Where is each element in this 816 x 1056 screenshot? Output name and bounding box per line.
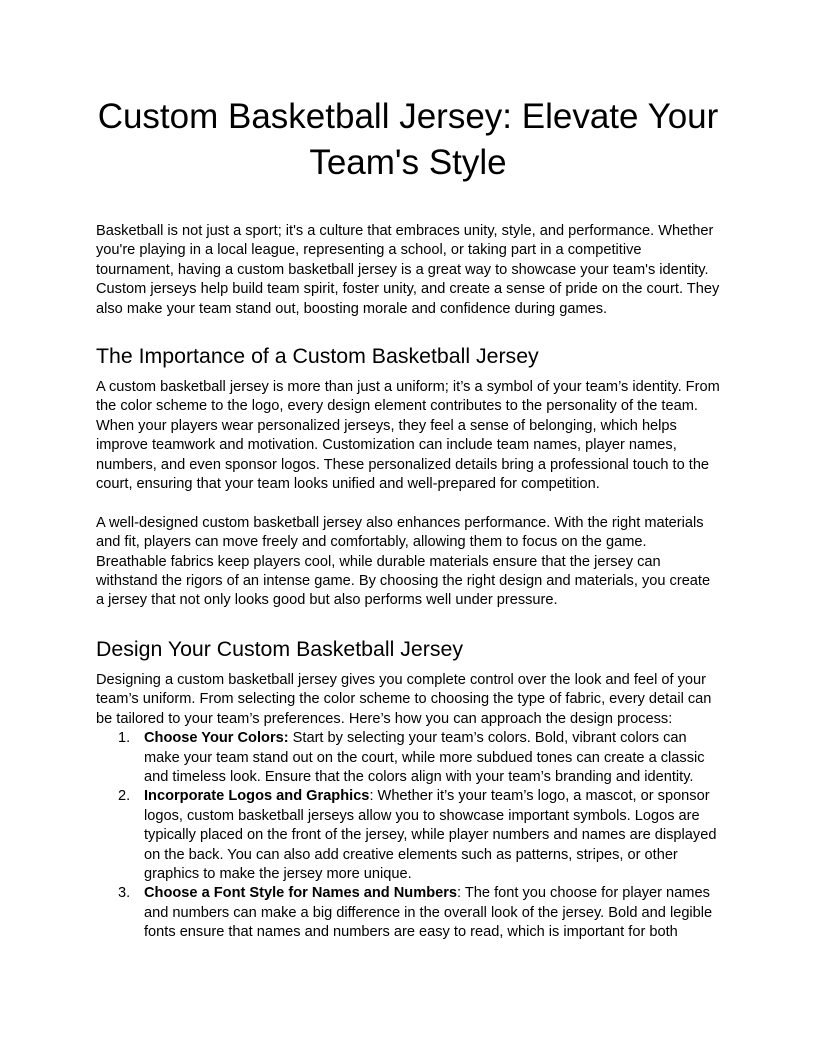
list-item-bold: Choose a Font Style for Names and Numbers — [144, 885, 458, 902]
list-item — [96, 884, 720, 942]
document-title: Custom Basketball Jersey: Elevate Your Team's Style — [97, 97, 719, 182]
section-design-heading: Design Your Custom Basketball Jersey — [96, 636, 463, 661]
section-importance-heading: The Importance of a Custom Basketball Jersey — [96, 344, 539, 369]
importance-paragraph-1: A custom basketball jersey is more than just a uniform; it’s a symbol of your team’s identity. From the color scheme to the logo, every design element contributes to the personality of the team. When your players wear personalized jerseys, they feel a sense of belonging, which helps improve teamwork and motivation. Customization can include team names, player names, numbers, and even sponsor logos. These personalized details bring a professional touch to the court, ensuring that your team looks unified and well-prepared for competition. — [96, 379, 720, 493]
paragraph-spacer — [96, 494, 720, 513]
design-steps-list — [96, 729, 720, 942]
list-item-number: 3. — [118, 885, 131, 902]
design-paragraph-1: Designing a custom basketball jersey gives you complete control over the look and feel of your team’s uniform. From selecting the color scheme to choosing the type of fabric, every detail can be tailored to your team’s preferences. Here’s how you can approach the design process: — [96, 671, 712, 727]
list-item-number: 1. — [118, 730, 131, 747]
importance-paragraph-2: A well-designed custom basketball jersey also enhances performance. With the right materials and fit, players can move freely and comfortably, allowing them to focus on the game. Breathable fabrics keep players cool, while durable materials ensure that the jersey can withstand the rigors of an intense game. By choosing the right design and materials, you create a jersey that not only looks good but also performs well under pressure. — [96, 514, 711, 609]
list-item-number: 2. — [118, 788, 131, 805]
list-item-text: Start by selecting your team’s colors. Bold, vibrant colors can make your team stand out on the court, while more subdued tones can create a classic and timeless look. Ensure that the colors align with your team’s branding and identity. — [144, 730, 705, 785]
list-item — [96, 787, 720, 884]
list-item-text: : Whether it’s your team’s logo, a mascot, or sponsor logos, custom basketball jerseys allow you to showcase important symbols. Logos are typically placed on the front of the jersey, while player numbers and names are displayed on the back. You can also add creative elements such as patterns, stripes, or other graphics to make the jersey more unique. — [144, 788, 717, 882]
intro-paragraph: Basketball is not just a sport; it's a culture that embraces unity, style, and performance. Whether you're playing in a local league, representing a school, or taking part in a competitive tournament, having a custom basketball jersey is a great way to showcase your team's identity. Custom jerseys help build team spirit, foster unity, and create a sense of pride on the court. They also make your team stand out, boosting morale and confidence during games. — [96, 223, 720, 317]
document-page — [96, 94, 720, 943]
list-item-text: : The font you choose for player names and numbers can make a big difference in the overall look of the jersey. Bold and legible fonts ensure that names and numbers are easy to read, which is important for both — [144, 885, 713, 941]
list-item-bold: Choose Your Colors: — [144, 730, 289, 747]
list-item-bold: Incorporate Logos and Graphics — [144, 788, 370, 805]
list-item — [96, 729, 720, 787]
